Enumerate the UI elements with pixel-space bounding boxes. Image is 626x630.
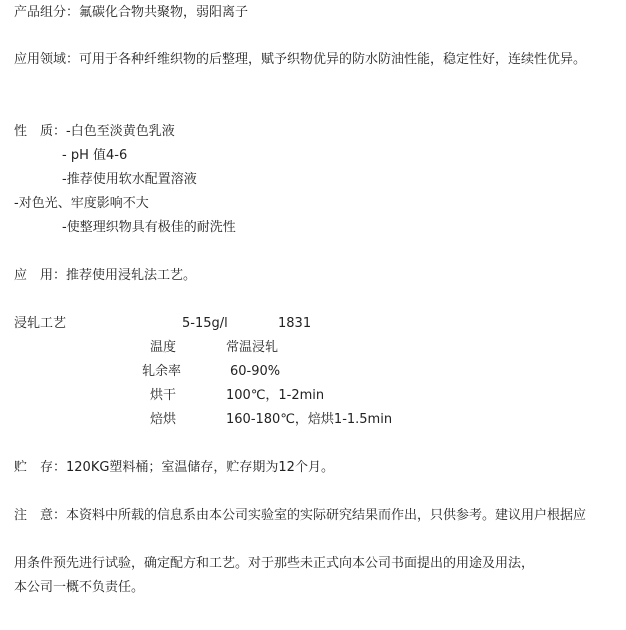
notice-line-2: 用条件预先进行试验，确定配方和工艺。对于那些未正式向本公司书面提出的用途及用法， — [14, 556, 535, 571]
process-product-code: 1831 — [278, 316, 312, 331]
process-row-label-temperature: 温度 — [150, 340, 177, 355]
composition-line: 产品组分：氟碳化合物共聚物，弱阳离子 — [14, 5, 249, 20]
process-row-value-curing: 160-180℃，焙烘1-1.5min — [226, 412, 393, 427]
properties-line-1: 性 质：-白色至淡黄色乳液 — [14, 124, 175, 139]
notice-line-1: 注 意：本资料中所载的信息系由本公司实验室的实际研究结果而作出，只供参考。建议用户根据应 — [14, 508, 587, 523]
properties-line-4: -对色光、牢度影响不大 — [14, 196, 149, 211]
process-row-label-curing: 焙烘 — [150, 412, 177, 427]
process-row-value-drying: 100℃，1-2min — [226, 388, 325, 403]
storage-line: 贮 存：120KG塑料桶；室温储存，贮存期为12个月。 — [14, 460, 334, 475]
process-title: 浸轧工艺 — [14, 316, 67, 331]
properties-line-3: -推荐使用软水配置溶液 — [62, 172, 197, 187]
properties-line-5: -使整理织物具有极佳的耐洗性 — [62, 220, 236, 235]
notice-line-3: 本公司一概不负责任。 — [14, 580, 145, 595]
properties-line-2: - pH 值4-6 — [62, 148, 128, 163]
process-row-label-pickup: 轧余率 — [142, 364, 182, 379]
process-dosage: 5-15g/l — [182, 316, 228, 331]
process-row-label-drying: 烘干 — [150, 388, 177, 403]
usage-line: 应 用：推荐使用浸轧法工艺。 — [14, 268, 197, 283]
application-field-paragraph: 应用领域：可用于各种纤维织物的后整理，赋予织物优异的防水防油性能，稳定性好，连续性优异。 — [14, 52, 587, 67]
process-row-value-pickup: 60-90% — [230, 364, 281, 379]
process-row-value-temperature: 常温浸轧 — [226, 340, 279, 355]
